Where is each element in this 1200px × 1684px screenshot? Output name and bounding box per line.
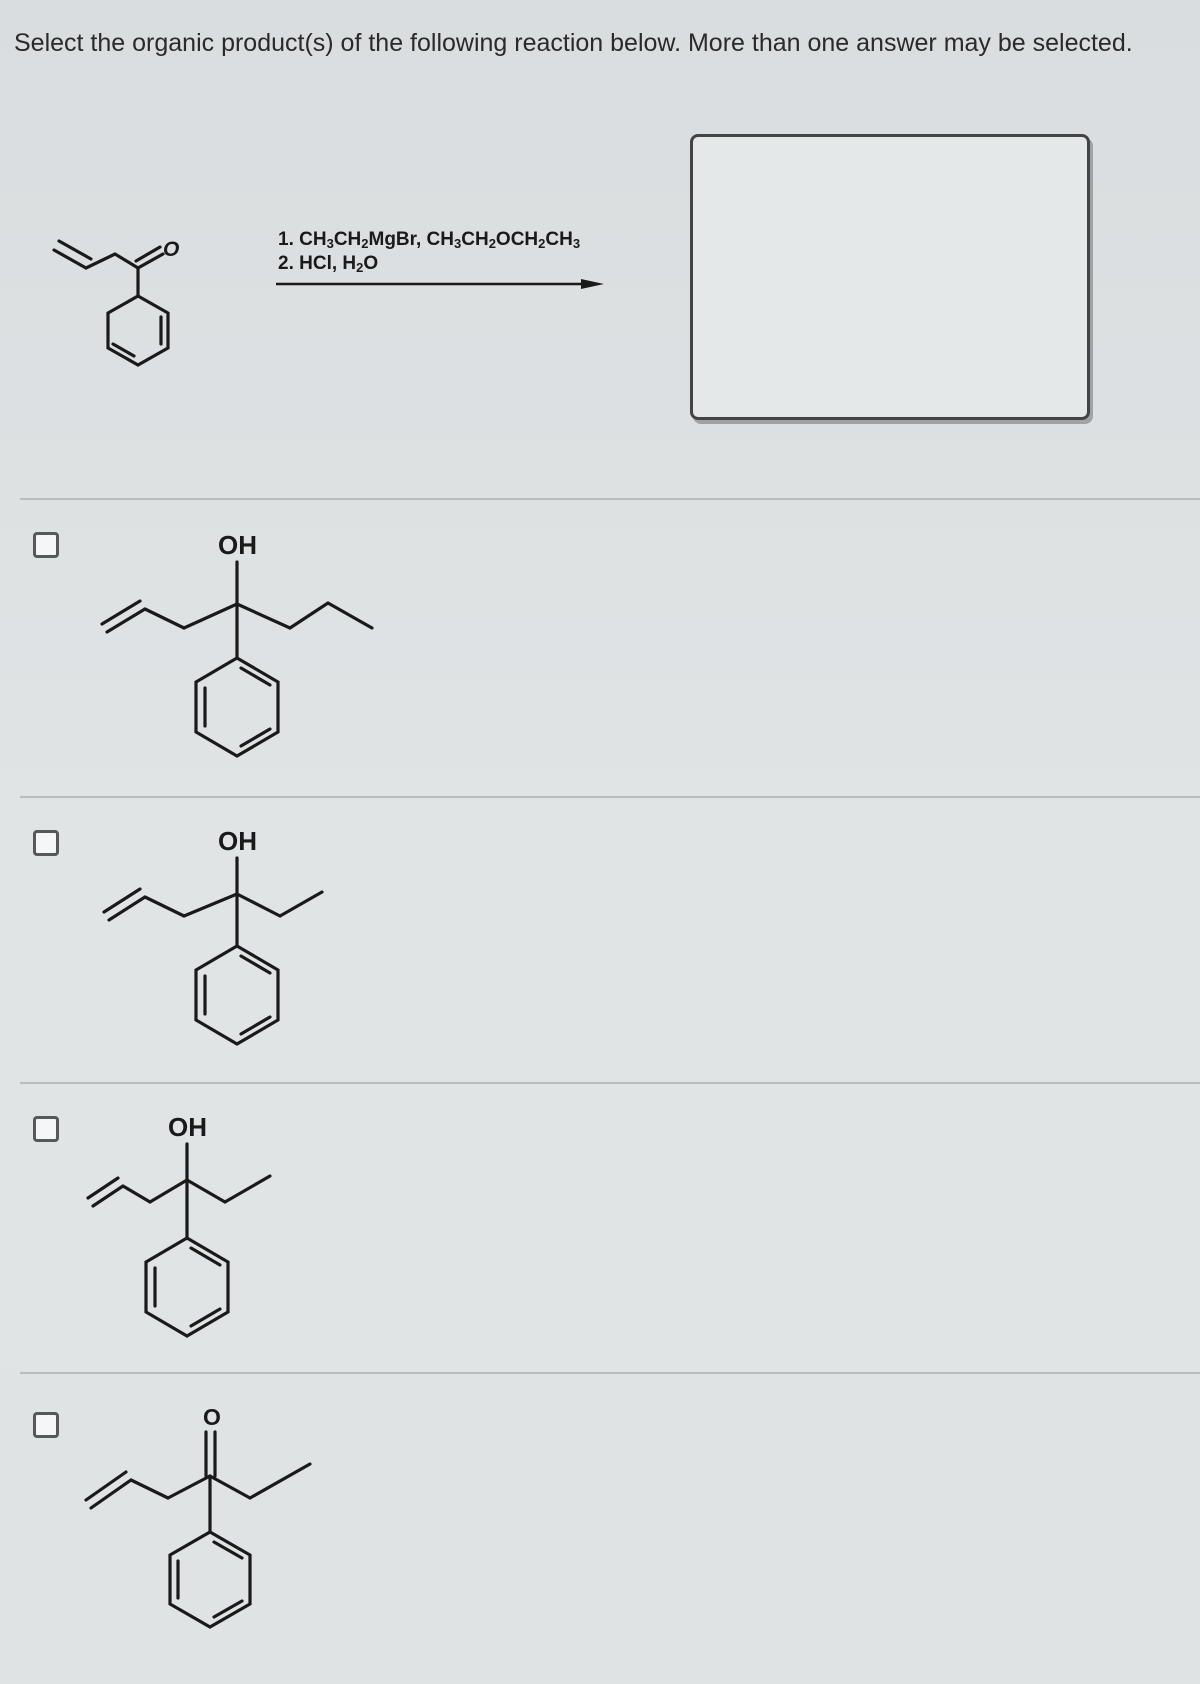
reagent-step-1-formula-part: CH xyxy=(461,229,489,250)
reagent-step-1-formula-part: MgBr, CH xyxy=(368,229,454,250)
reagent-step-2 xyxy=(278,252,580,276)
reagent-step-1-subscript: 3 xyxy=(454,236,462,251)
reaction-arrow xyxy=(276,276,606,292)
reagent-step-1-subscript: 3 xyxy=(326,236,334,251)
reagent-step-2-subscript: 2 xyxy=(356,260,364,275)
reagent-step-1 xyxy=(278,228,580,252)
answer-option-1[interactable] xyxy=(0,500,1200,796)
product-answer-box[interactable] xyxy=(690,134,1090,420)
reagent-step-1-formula-part: CH xyxy=(333,229,362,250)
reagent-step-2-formula-part: O xyxy=(363,253,379,274)
starting-material-structure xyxy=(40,210,210,400)
option-3-label: OH xyxy=(168,1112,207,1142)
option-1-structure xyxy=(60,518,400,788)
reagent-step-1-number: 1. xyxy=(278,229,300,250)
reagent-step-1-formula-part: OCH xyxy=(495,229,539,250)
reagent-step-2-number: 2. xyxy=(278,253,300,274)
reagent-step-1-formula-part: CH xyxy=(299,229,327,250)
option-2-structure xyxy=(60,816,340,1078)
reagent-step-2-formula-part: HCl, H xyxy=(299,253,357,274)
option-4-checkbox[interactable] xyxy=(33,1412,59,1438)
reagent-step-1-subscript: 3 xyxy=(572,236,581,251)
answer-option-4[interactable] xyxy=(0,1374,1200,1674)
question-text: Select the organic product(s) of the following reaction below. More than one answer may be selected. xyxy=(14,29,1133,57)
option-4-label: O xyxy=(203,1404,221,1430)
answer-option-2[interactable] xyxy=(0,798,1200,1078)
starting-material-carbonyl-oxygen: O xyxy=(163,238,180,261)
reagent-step-1-subscript: 2 xyxy=(361,236,369,251)
option-1-checkbox[interactable] xyxy=(33,532,59,558)
option-1-label: OH xyxy=(218,530,257,560)
reagent-step-1-subscript: 2 xyxy=(488,236,496,251)
option-4-structure xyxy=(60,1392,340,1672)
reagent-step-1-formula-part: CH xyxy=(545,229,573,250)
reagent-step-1-subscript: 2 xyxy=(538,236,546,251)
option-3-checkbox[interactable] xyxy=(33,1116,59,1142)
option-2-label: OH xyxy=(218,826,257,856)
option-3-structure xyxy=(60,1102,300,1364)
answer-option-3[interactable] xyxy=(0,1084,1200,1370)
reaction-conditions xyxy=(278,228,580,276)
option-2-checkbox[interactable] xyxy=(33,830,59,856)
